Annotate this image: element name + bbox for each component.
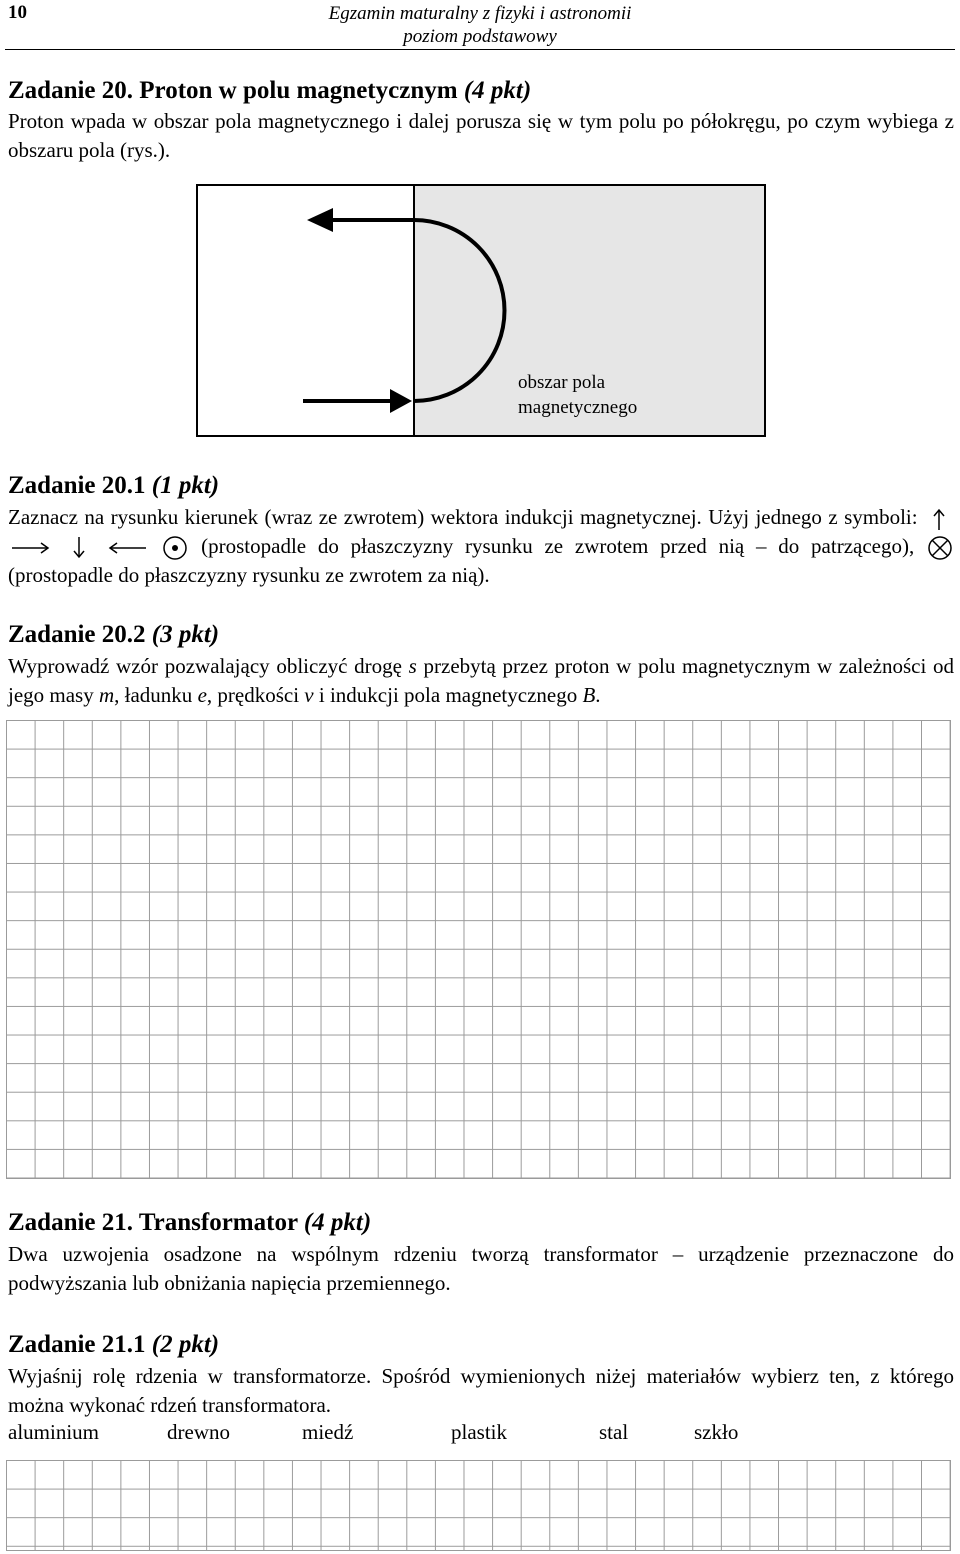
exam-header [300,2,660,48]
task-21-heading: Zadanie 21. Transformator (4 pkt) [8,1209,372,1236]
arrow-down-icon [64,535,94,561]
material-item: stal [599,1420,629,1444]
task-21-1-text: Wyjaśnij rolę rdzenia w transformatorze. Spośród wymienionych niżej materiałów wybierz ten, z którego można wykonać rdzeń transformatora. [8,1364,954,1417]
task-21-1-heading: Zadanie 21.1 (2 pkt) [8,1331,220,1358]
field-label: obszar pola magnetycznego [518,372,638,418]
exam-level: poziom podstawowy [403,26,557,47]
material-item: aluminium [8,1420,99,1444]
material-item: miedź [302,1420,354,1444]
arrow-right-icon [8,535,52,561]
arrow-left-icon [106,535,150,561]
proton-figure [0,180,960,442]
task-20-heading: Zadanie 20. Proton w polu magnetycznym (4 pkt) [8,77,532,104]
dot-out-of-plane-icon [161,535,189,561]
arrow-up-icon [924,506,954,532]
task-20-1-text: Zaznacz na rysunku kierunek (wraz ze zwrotem) wektora indukcji magnetycznej. Użyj jednego z symboli: (prostopadle do płaszczyzny rysunku ze zwrotem przed nią – do patrzącego), (prostopadle do płaszczyzny rysunku ze zwrotem za nią). [8,503,954,590]
answer-grid-21-1[interactable] [6,1460,951,1551]
material-item: plastik [451,1420,507,1444]
header-divider [5,49,955,50]
cross-into-plane-icon [926,535,954,561]
answer-grid-20-2[interactable] [6,720,951,1179]
page-number: 10 [8,2,27,23]
exam-title: Egzamin maturalny z fizyki i astronomii [328,3,632,24]
task-20-text: Proton wpada w obszar pola magnetycznego i dalej porusza się w tym polu po półokręgu, po czym wybiega z obszaru pola (rys.). [8,109,954,162]
task-21-text: Dwa uzwojenia osadzone na wspólnym rdzeniu tworzą transformator – urządzenie przeznaczone do podwyższania lub obniżania napięcia przemiennego. [8,1242,954,1295]
task-20-1-heading: Zadanie 20.1 (1 pkt) [8,472,220,499]
task-20-2-heading: Zadanie 20.2 (3 pkt) [8,621,220,648]
material-item: szkło [694,1420,739,1444]
material-item: drewno [167,1420,230,1444]
task-20-2-text: Wyprowadź wzór pozwalający obliczyć drogę s przebytą przez proton w polu magnetycznym w zależności od jego masy m, ładunku e, prędkości v i indukcji pola magnetycznego B. [8,654,954,707]
materials-list [0,1420,960,1450]
